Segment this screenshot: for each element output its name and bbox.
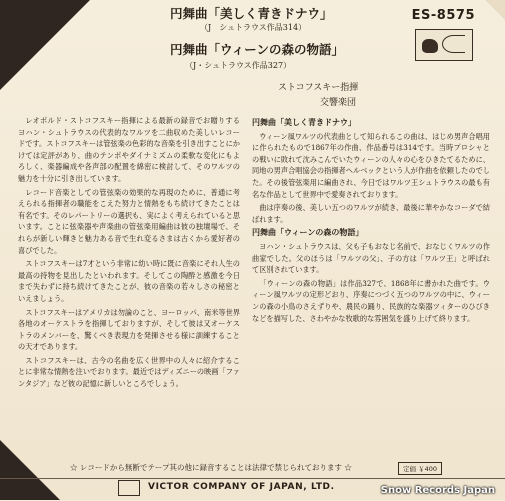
paragraph: レオポルド・ストコフスキー指揮による最新の録音でお贈りするヨハン・シュトラウスの代表的なワルツを二曲収めた美しいレコードです。ストコフスキーは管弦楽の色彩的な音楽を引き出すことにかけては定評があり、曲のテンポやダイナミズムの柔軟な変化にもよろしく、楽器編成や各声部の配置を綿密に検討して、そのワルツの魅力を十分に引き出しています。 <box>18 116 240 183</box>
gramophone-horn-icon <box>442 35 465 53</box>
paragraph: ストコフスキーは7才という非常に幼い時に既に音楽にそれ人生の最高の持物を見出したといわれます。そしてこの陶酔と感激を今日まで失わずに持ち続けてきたことが、彼の音楽の若々しさの秘密といえましょう。 <box>18 259 240 303</box>
watermark: Snow Records Japan <box>380 485 495 496</box>
subtitle-blue-danube: （J シュトラウス作品314） <box>200 23 307 32</box>
dog-icon <box>422 39 438 53</box>
paragraph: 曲は序奏の後、美しい五つのワルツが続き、最後に華やかなコーダで結ばれます。 <box>252 203 490 224</box>
subtitle-vienna-woods: （J・シュトラウス作品327） <box>185 61 292 70</box>
section-heading: 円舞曲「美しく青きドナウ」 <box>252 117 356 127</box>
his-masters-voice-logo-icon <box>415 29 473 61</box>
catalog-number: ES-8575 <box>411 8 475 23</box>
copyright-warning: ☆ レコードから無断でテープ其の他に録音することは法律で禁じられております ☆ <box>70 463 352 472</box>
price-tag: 定価 ￥400 <box>398 462 442 475</box>
liner-notes-right <box>252 115 490 451</box>
paragraph: レコード音楽としての管弦楽の効果的な再現のために、普通に考えられる指揮者の職能をこえた努力と情熱をもち続けてきたことは有名です。そのレパートリーの選択も、実によく考えられていると思います。ことに弦楽器や声楽曲の管弦楽用編曲は彼の独壇場で、それらが新しい輝きと魅力ある音で生れ変るさまは古くから愛好者の喜びでした。 <box>18 187 240 255</box>
liner-notes-left <box>18 115 240 451</box>
paragraph: ウィーン風ワルツの代表曲として知られるこの曲は、はじめ男声合唱用に作られたもので1867年の作曲、作品番号は314です。当時プロシャとの戦いに敗れて沈みこんでいたウィーンの人々の心をひきたてるために、同地の男声合唱協会の指揮者ヘルベックという人が作曲を依頼したのでした。その後管弦楽用に編曲され、今日ではワルツ王シュトラウスの最も有名な作品として世界中で愛奏されております。 <box>252 131 490 199</box>
paragraph: ヨハン・シュトラウスは、父も子もおなじ名前で、おなじくワルツの作曲家でした。父のほうは「ワルツの父」、子の方は「ワルツ王」と呼ばれて区別されています。 <box>252 241 490 275</box>
paragraph: 「ウィーンの森の物語」は作品327で、1868年に書かれた曲です。ウィーン風ワルツの定形どおり、序奏につづく五つのワルツの中に、ウィーンの森の小鳥のさえずりや、農民の踊り、民族的な楽器ツィターのひびきなどを描写した、さわやかな牧歌的な雰囲気を盛り上げて終ります。 <box>252 278 490 323</box>
section-heading: 円舞曲「ウィーンの森の物語」 <box>252 227 364 238</box>
header <box>0 0 505 125</box>
title-blue-danube: 円舞曲「美しく青きドナウ」 <box>170 6 333 21</box>
conductor: ストコフスキー指揮 <box>278 83 359 93</box>
orchestra: 交響楽団 <box>320 98 357 108</box>
paragraph: ストコフスキーは、古今の名曲を広く世界中の人々に紹介することに非常な情熱を注いでおります。最近ではディズニーの映画「ファンタジア」など彼の記憶に新しいところでしょう。 <box>18 355 240 389</box>
title-vienna-woods: 円舞曲「ウィーンの森の物語」 <box>170 42 345 57</box>
company-name: VICTOR COMPANY OF JAPAN, LTD. <box>148 482 335 492</box>
paragraph: ストコフスキーはアメリカは勿論のこと、ヨーロッパ、南米等世界各地のオーケストラを指揮しておりますが、そして彼は又オーケストラのメンバーを、驚くべき表現力を発揮させる様に訓練することの天才であります。 <box>18 307 240 352</box>
victor-logo-icon <box>118 480 140 496</box>
